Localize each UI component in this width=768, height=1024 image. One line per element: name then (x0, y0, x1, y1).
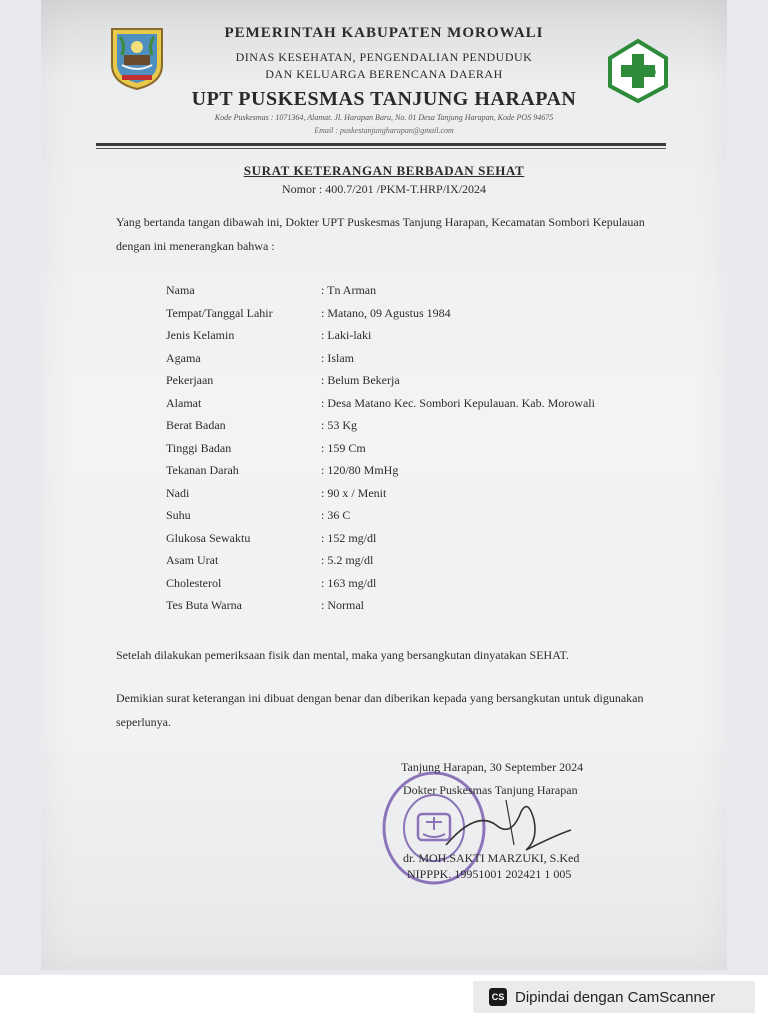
letterhead-department-2: DAN KELUARGA BERENCANA DAERAH (265, 67, 503, 81)
field-value: : 36 C (321, 508, 351, 522)
field-label: Tekanan Darah (166, 463, 239, 477)
field-value: : 5.2 mg/dl (321, 553, 374, 567)
conclusion-paragraph: Setelah dilakukan pemeriksaan fisik dan mental, maka yang bersangkutan dinyatakan SEHAT. (116, 648, 569, 662)
field-label: Cholesterol (166, 575, 222, 590)
field-value: : Tn Arman (321, 283, 377, 297)
camscanner-icon: CS (489, 988, 507, 1006)
letterhead-department-1: DINAS KESEHATAN, PENGENDALIAN PENDUDUK (235, 50, 533, 64)
document-number: Nomor : 400.7/201 /PKM-T.HRP/IX/2024 (281, 182, 487, 196)
field-label: Tinggi Badan (166, 440, 232, 455)
field-label: Pekerjaan (166, 373, 214, 387)
field-value: : Matano, 09 Agustus 1984 (321, 305, 451, 320)
field-label: Nama (166, 283, 195, 297)
letterhead-address: Kode Puskesmas : 1071364, Alamat. Jl. Harapan Baru, No. 01 Desa Tanjung Harapan, Kode POS 94675 (214, 113, 554, 122)
field-label: Alamat (166, 395, 202, 410)
field-value: : Belum Bekerja (321, 373, 400, 387)
field-label: Jenis Kelamin (166, 328, 235, 342)
field-value: : Normal (321, 598, 364, 612)
field-label: Tes Buta Warna (166, 598, 242, 612)
document-title: SURAT KETERANGAN BERBADAN SEHAT (243, 163, 525, 178)
field-value: : Islam (321, 350, 354, 365)
field-value: : Laki-laki (321, 328, 372, 342)
field-value: : 90 x / Menit (321, 485, 387, 500)
intro-paragraph: Yang bertanda tangan dibawah ini, Dokter UPT Puskesmas Tanjung Harapan, Kecamatan Sombori Kepulauan dengan ini menerangkan bahwa : (116, 215, 645, 253)
field-value: : Desa Matano Kec. Sombori Kepulauan. Kab. Morowali (321, 395, 595, 410)
camscanner-watermark (473, 981, 755, 1013)
letterhead-institution: UPT PUSKESMAS TANJUNG HARAPAN (191, 88, 577, 110)
letterhead-divider-thin (96, 148, 666, 149)
letterhead-government: PEMERINTAH KABUPATEN MOROWALI (224, 25, 544, 41)
closing-paragraph: Demikian surat keterangan ini dibuat dengan benar dan diberikan kepada yang bersangkutan untuk digunakan seperlunya. (116, 691, 644, 729)
field-value: : 120/80 MmHg (321, 463, 399, 477)
field-label: Nadi (166, 485, 190, 500)
field-label: Tempat/Tanggal Lahir (166, 305, 273, 320)
field-label: Asam Urat (166, 553, 219, 567)
field-value: : 53 Kg (321, 418, 357, 432)
handwritten-signature-icon (436, 790, 576, 860)
field-label: Glukosa Sewaktu (166, 530, 251, 545)
camscanner-text: Dipindai dengan CamScanner (515, 988, 716, 1006)
signatory-name: dr. MOH.SAKTI MARZUKI, S.Ked (403, 851, 580, 865)
signatory-nip: NIPPPK. 19951001 202421 1 005 (407, 867, 572, 881)
letterhead-email: Email : puskestanjungharapan@gmail.com (314, 126, 454, 135)
signature-role: Dokter Puskesmas Tanjung Harapan (403, 783, 578, 797)
letter-page (41, 0, 727, 970)
letterhead-divider (96, 143, 666, 146)
field-value: : 163 mg/dl (321, 575, 377, 590)
signature-place-date: Tanjung Harapan, 30 September 2024 (401, 760, 584, 774)
field-label: Suhu (166, 508, 191, 522)
field-label: Agama (166, 350, 201, 365)
field-label: Berat Badan (166, 418, 226, 432)
field-value: : 159 Cm (321, 440, 366, 455)
field-value: : 152 mg/dl (321, 530, 377, 545)
